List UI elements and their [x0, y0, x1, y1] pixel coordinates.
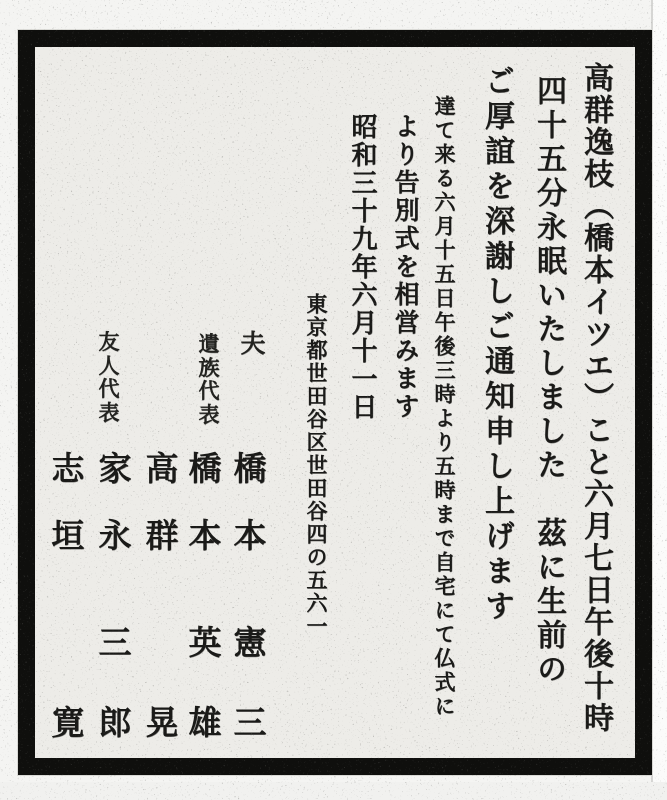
name-column-friend-rep-2	[45, 449, 91, 742]
name-column-family-rep-2	[139, 449, 185, 742]
gratitude-line: ご厚誼を深謝しご通知申し上げます	[479, 65, 514, 625]
funeral-ceremony-line: より告別式を相営みます	[391, 113, 420, 421]
given-name: 三 郎	[98, 623, 132, 742]
address-line: 東京都世田谷区世田谷四の五六一	[304, 293, 329, 638]
name-column-husband	[227, 449, 273, 742]
surname: 志 垣	[51, 449, 85, 555]
given-name: 晃	[145, 703, 179, 742]
deceased-name-line: 高群逸枝（橋本イツエ）こと六月七日午後十時	[578, 62, 613, 734]
surname: 高 群	[145, 449, 179, 555]
role-label-husband: 夫	[240, 329, 266, 358]
scan-edge-right	[651, 0, 667, 800]
date-line: 昭和三十九年六月十一日	[347, 113, 377, 421]
surname: 家 永	[98, 449, 132, 555]
given-name: 憲 三	[233, 623, 267, 742]
funeral-detail-line: 達て来る六月十五日午後三時より五時まで自宅にて仏式に	[432, 95, 457, 719]
role-label-friends-representative: 友 人 代 表	[98, 329, 120, 425]
given-name: 英 雄	[188, 623, 222, 742]
surname: 橋 本	[188, 449, 222, 555]
scan-edge-bottom	[0, 782, 667, 800]
name-column-family-rep-1	[182, 449, 228, 742]
surname: 橋 本	[233, 449, 267, 555]
given-name: 寛	[51, 703, 85, 742]
name-column-friend-rep-1	[92, 449, 138, 742]
role-label-family-representative: 遺 族 代 表	[198, 331, 220, 427]
death-time-line: 四十五分永眠いたしました 茲に生前の	[531, 75, 566, 687]
